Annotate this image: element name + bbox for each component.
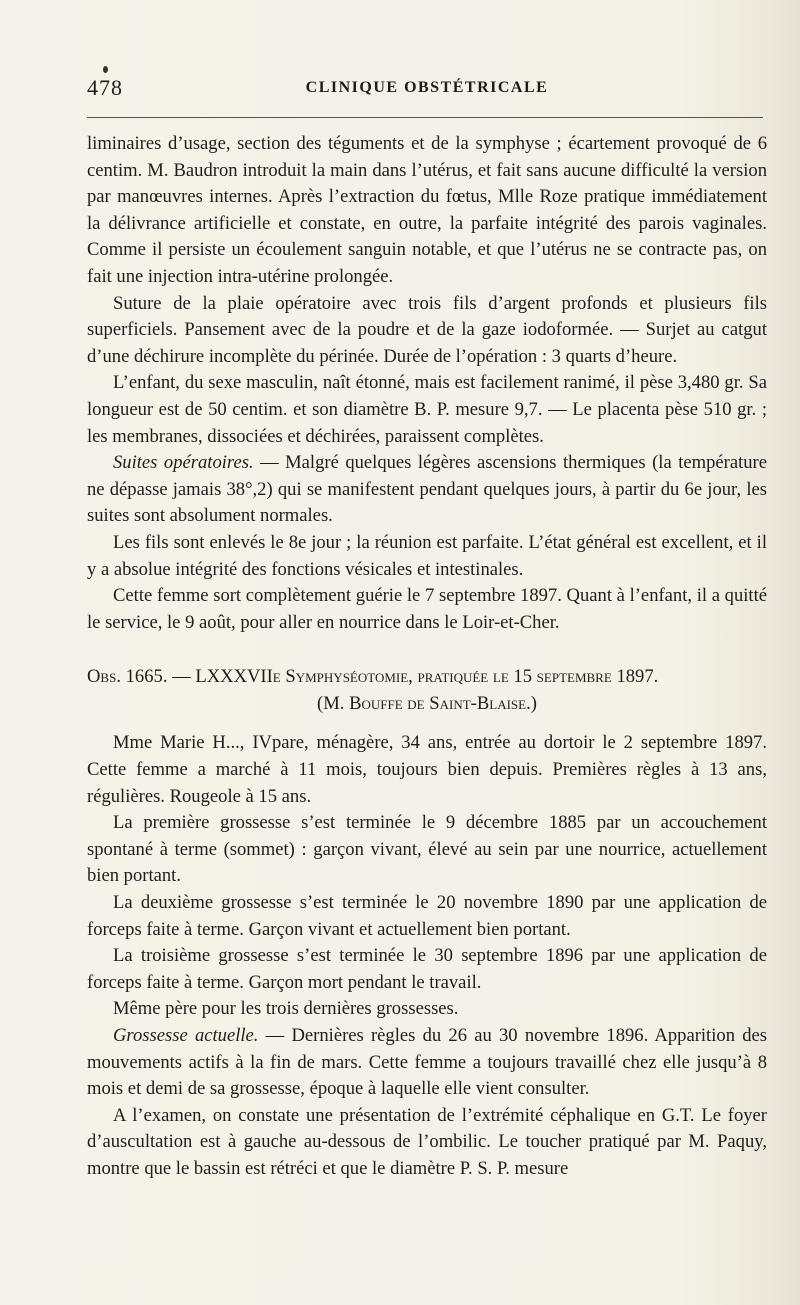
paragraph [87, 890, 767, 943]
paragraphs-section-2 [87, 730, 767, 1182]
paragraph-text: Suture de la plaie opératoire avec trois fils d’argent profonds et plusieurs fils superficiels. Pansement avec de la poudre et de la gaze iodoformée. — Surjet au catgut d’une déchirure incomplète du périnée. Durée de l’opération : 3 quarts d’heure. [87, 292, 767, 367]
paragraph [87, 943, 767, 996]
paragraph [87, 583, 767, 636]
observation-author-text: (M. Bouffe de Saint-Blaise.) [317, 692, 537, 714]
paragraph-text: L’enfant, du sexe masculin, naît étonné, mais est facilement ranimé, il pèse 3,480 gr. Sa longueur est de 50 centim. et son diamètre B. P. mesure 9,7. — Le placenta pèse 510 gr. ; les membranes, dissociées et déchirées, paraissent complètes. [87, 372, 767, 447]
paragraph [87, 450, 767, 530]
paragraph [87, 291, 767, 371]
observation-author [87, 691, 767, 718]
paragraph [87, 730, 767, 810]
observation-title-text: Obs. 1665. — LXXXVIIe Symphyséotomie, pratiquée le 15 septembre 1897. [87, 666, 659, 688]
paragraph-text: La troisième grossesse s’est terminée le 30 septembre 1896 par une application de forceps faite à terme. Garçon mort pendant le travail. [87, 945, 767, 993]
paragraph-text: La deuxième grossesse s’est terminée le 20 novembre 1890 par une application de forceps faite à terme. Garçon vivant et actuellement bien portant. [87, 892, 767, 940]
page-header [87, 75, 767, 115]
page-body [87, 131, 767, 1183]
paragraph [87, 131, 767, 291]
paragraph [87, 1103, 767, 1183]
paragraph-lead: Grossesse actuelle. [113, 1025, 259, 1046]
paragraph-text: — Malgré quelques légères ascensions thermiques (la température ne dépasse jamais 38°,2) qui se manifestent pendant quelques jours, à partir du 6e jour, les suites sont absolument normales. [87, 452, 767, 527]
paragraph-text: A l’examen, on constate une présentation de l’extrémité céphalique en G.T. Le foyer d’auscultation est à gauche au-dessous de l’ombilic. Le toucher pratiqué par M. Paquy, montre que le bassin est rétréci et que le diamètre P. S. P. mesure [87, 1104, 767, 1179]
paragraph-text: La première grossesse s’est terminée le 9 décembre 1885 par un accouchement spontané à terme (sommet) : garçon vivant, élevé au sein par une nourrice, actuellement bien portant. [87, 812, 767, 887]
paragraphs-section-1 [87, 131, 767, 636]
paragraph-lead: Suites opératoires. [113, 452, 254, 474]
ink-spot [103, 66, 108, 73]
paragraph [87, 1023, 767, 1103]
header-rule [87, 117, 763, 118]
running-head: CLINIQUE OBSTÉTRICALE [305, 79, 549, 96]
paragraph [87, 810, 767, 890]
observation-heading [87, 664, 767, 717]
page-number: 478 [87, 75, 123, 100]
observation-title [87, 664, 767, 691]
paragraph-text: Les fils sont enlevés le 8e jour ; la réunion est parfaite. L’état général est excellent, et il y a absolue intégrité des fonctions vésicales et intestinales. [87, 531, 767, 580]
paragraph-text: Cette femme sort complètement guérie le 7 septembre 1897. Quant à l’enfant, il a quitté le service, le 9 août, pour aller en nourrice dans le Loir-et-Cher. [87, 585, 767, 633]
paragraph-text: Mme Marie H..., IVpare, ménagère, 34 ans, entrée au dortoir le 2 septembre 1897. Cette femme a marché à 11 mois, toujours bien depuis. Premières règles à 13 ans, régulières. Rougeole à 15 ans. [87, 732, 767, 807]
paragraph [87, 530, 767, 583]
paragraph [87, 996, 767, 1023]
paragraph-text: liminaires d’usage, section des téguments et de la symphyse ; écartement provoqué de 6 centim. M. Baudron introduit la main dans l’utérus, et fait sans aucune difficulté la version par manœuvres internes. Après l’extraction du fœtus, Mlle Roze pratique immédiatement la délivrance artificielle et constate, en outre, la parfaite intégrité des parois vaginales. Comme il persiste un écoulement sanguin notable, et que l’utérus ne se contracte pas, on fait une injection intra-utérine prolongée. [87, 133, 767, 287]
paragraph-text: — Dernières règles du 26 au 30 novembre 1896. Apparition des mouvements actifs à la fin de mars. Cette femme a toujours travaillé chez elle jusqu’à 8 mois et demi de sa grossesse, époque à laquelle elle vient consulter. [87, 1025, 767, 1100]
paragraph [87, 370, 767, 450]
paragraph-text: Même père pour les trois dernières grossesses. [113, 998, 459, 1020]
